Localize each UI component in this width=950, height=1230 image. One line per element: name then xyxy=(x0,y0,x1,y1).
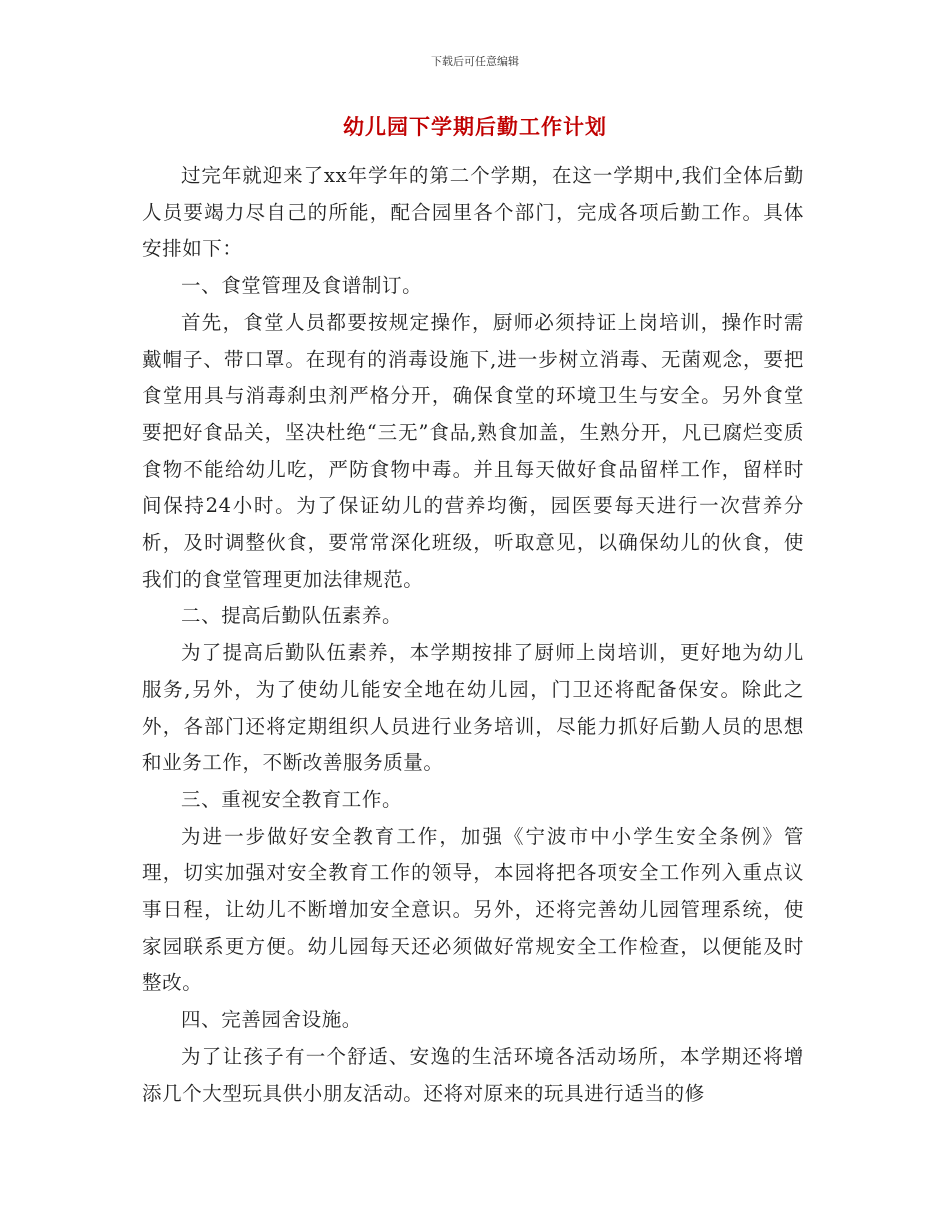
section-heading-facilities: 四、完善园舍设施。 xyxy=(181,1008,362,1032)
paragraph-canteen: 首先，食堂人员都要按规定操作，厨师必须持证上岗培训，操作时需戴帽子、带口罩。在现有的消毒设施下,进一步树立消毒、无菌观念，要把食堂用具与消毒刹虫剂严格分开，确保食堂的环境卫生与安全。另外食堂要把好食品关，坚决杜绝“三无”食品,熟食加盖，生熟分开，凡已腐烂变质食物不能给幼儿吃，严防食物中毒。并且每天做好食品留样工作，留样时间保持24小时。为了保证幼儿的营养均衡，园医要每天进行一次营养分析，及时调整伙食，要常常深化班级，听取意见，以确保幼儿的伙食，使我们的食堂管理更加法律规范。 xyxy=(142,310,804,591)
document-title: 幼儿园下学期后勤工作计划 xyxy=(343,115,607,139)
document-body xyxy=(142,158,804,1112)
paragraph-staff: 为了提高后勤队伍素养，本学期按排了厨师上岗培训，更好地为幼儿服务,另外，为了使幼儿能安全地在幼儿园，门卫还将配备保安。除此之外，各部门还将定期组织人员进行业务培训，尽能力抓好后勤人员的思想和业务工作，不断改善服务质量。 xyxy=(142,641,804,775)
paragraph-intro: 过完年就迎来了xx年学年的第二个学期，在这一学期中,我们全体后勤人员要竭力尽自己的所能，配合园里各个部门，完成各项后勤工作。具体安排如下： xyxy=(142,164,804,261)
section-heading-canteen: 一、食堂管理及食谱制订。 xyxy=(181,274,423,298)
section-heading-safety: 三、重视安全教育工作。 xyxy=(181,787,403,811)
section-heading-staff: 二、提高后勤队伍素养。 xyxy=(181,604,403,628)
paragraph-facilities: 为了让孩子有一个舒适、安逸的生活环境各活动场所，本学期还将增添几个大型玩具供小朋友活动。还将对原来的玩具进行适当的修 xyxy=(142,1044,804,1105)
paragraph-safety: 为进一步做好安全教育工作，加强《宁波市中小学生安全条例》管理，切实加强对安全教育工作的领导，本园将把各项安全工作列入重点议事日程，让幼儿不断增加安全意识。另外，还将完善幼儿园管理系统，使家园联系更方便。幼儿园每天还必须做好常规安全工作检查，以便能及时整改。 xyxy=(142,824,804,995)
header-note: 下载后可任意编辑 xyxy=(431,55,519,68)
